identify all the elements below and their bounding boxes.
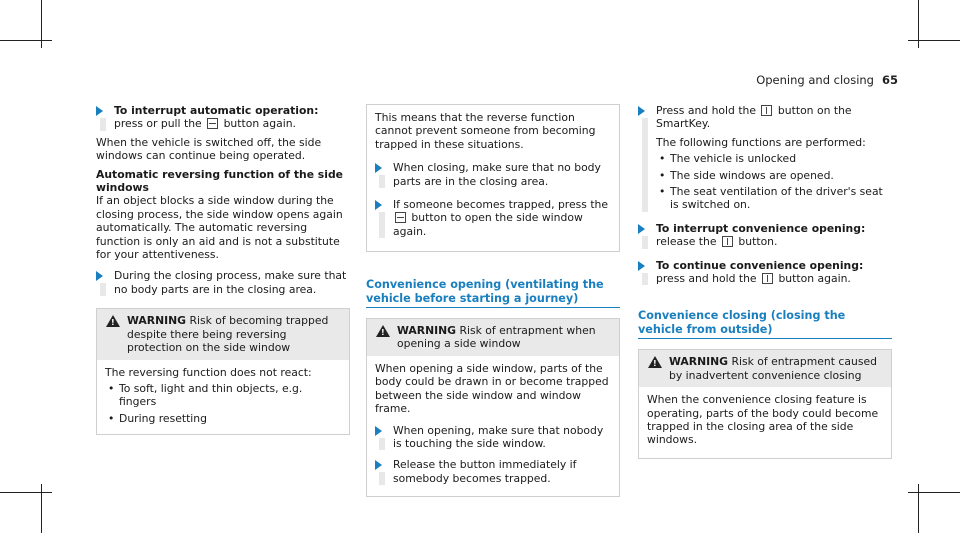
step-interrupt-convenience: To interrupt convenience opening: release the button.: [638, 222, 892, 249]
page-number: 65: [881, 73, 898, 87]
warning-icon: [376, 325, 390, 337]
step-opening: When opening, make sure that nobody is touching the side window.: [375, 424, 611, 451]
crop-mark: [0, 40, 52, 41]
step-arrow-icon: [638, 106, 645, 116]
smartkey-open-icon: [722, 236, 733, 247]
list-item: • The seat ventilation of the driver's seat is switched on.: [656, 185, 892, 212]
step-arrow-icon: [375, 200, 382, 210]
step-trapped: If someone becomes trapped, press the button to open the side window again.: [375, 198, 611, 238]
step-press-hold: Press and hold the button on the SmartKey. The following functions are performed: • The vehicle is unlocked • The side windows are opened. • The seat ventilation of the driver's seat is switched on.: [638, 104, 892, 212]
crop-mark: [908, 492, 960, 493]
list-item: • During resetting: [105, 412, 341, 425]
step-arrow-icon: [638, 224, 645, 234]
step-release: Release the button immediately if somebody becomes trapped.: [375, 458, 611, 485]
smartkey-open-icon: [762, 273, 773, 284]
step-arrow-icon: [375, 163, 382, 173]
warning-box: ! WARNING Risk of becoming trapped despite there being reversing protection on the side window The reversing function does not react: • To soft, light and thin objects, e.g. fingers • During resetting: [96, 308, 350, 435]
list-item: • The vehicle is unlocked: [656, 152, 892, 165]
column-3: [638, 104, 892, 467]
step-arrow-icon: [638, 261, 645, 271]
step-interrupt-automatic: To interrupt automatic operation: press or pull the button again.: [96, 104, 350, 131]
warning-box: ! WARNING Risk of entrapment when opening a side window When opening a side window, parts of the body could be drawn in or become trapped between the side window and window frame. When opening, make sure that nobody is touching the side window. Release the button immediately if somebody becomes trapped.: [366, 318, 620, 497]
paragraph: When the vehicle is switched off, the side windows can continue being operated.: [96, 135, 322, 163]
step-arrow-icon: [96, 271, 103, 281]
section-name: Opening and closing: [756, 73, 874, 87]
step-arrow-icon: [375, 460, 382, 470]
step-continue-convenience: To continue convenience opening: press and hold the button again.: [638, 259, 892, 286]
continued-warning-box: This means that the reverse function cannot prevent someone from becoming trapped in these situations. When closing, make sure that no body parts are in the closing area. If someone becomes trapped, press the button to open the side window again.: [366, 104, 620, 252]
window-switch-icon: [395, 212, 406, 223]
list-item: • The side windows are opened.: [656, 169, 892, 182]
step-closing: When closing, make sure that no body parts are in the closing area.: [375, 161, 611, 188]
warning-icon: [648, 356, 662, 368]
smartkey-open-icon: [761, 105, 772, 116]
column-2: [366, 104, 620, 505]
crop-mark: [0, 492, 52, 493]
warning-icon: [106, 315, 120, 327]
step-check-closing: During the closing process, make sure that no body parts are in the closing area.: [96, 269, 350, 296]
subheading: Automatic reversing function of the side windows: [96, 167, 343, 195]
column-1: [96, 104, 350, 443]
page-header: [756, 73, 898, 87]
list-item: • To soft, light and thin objects, e.g. fingers: [105, 382, 341, 409]
window-switch-icon: [207, 118, 218, 129]
warning-box: ! WARNING Risk of entrapment caused by inadvertent convenience closing When the convenience closing feature is operating, parts of the body could become trapped in the closing area of the side windows.: [638, 349, 892, 458]
paragraph: If an object blocks a side window during the closing process, the side window opens again automatically. The automatic reversing function is only an aid and is not a substitute for your attentiveness.: [96, 194, 343, 262]
section-title: Convenience opening (ventilating the vehicle before starting a journey): [366, 278, 620, 308]
step-arrow-icon: [375, 426, 382, 436]
section-title: Convenience closing (closing the vehicle from outside): [638, 309, 892, 339]
step-arrow-icon: [96, 106, 103, 116]
crop-mark: [908, 40, 960, 41]
